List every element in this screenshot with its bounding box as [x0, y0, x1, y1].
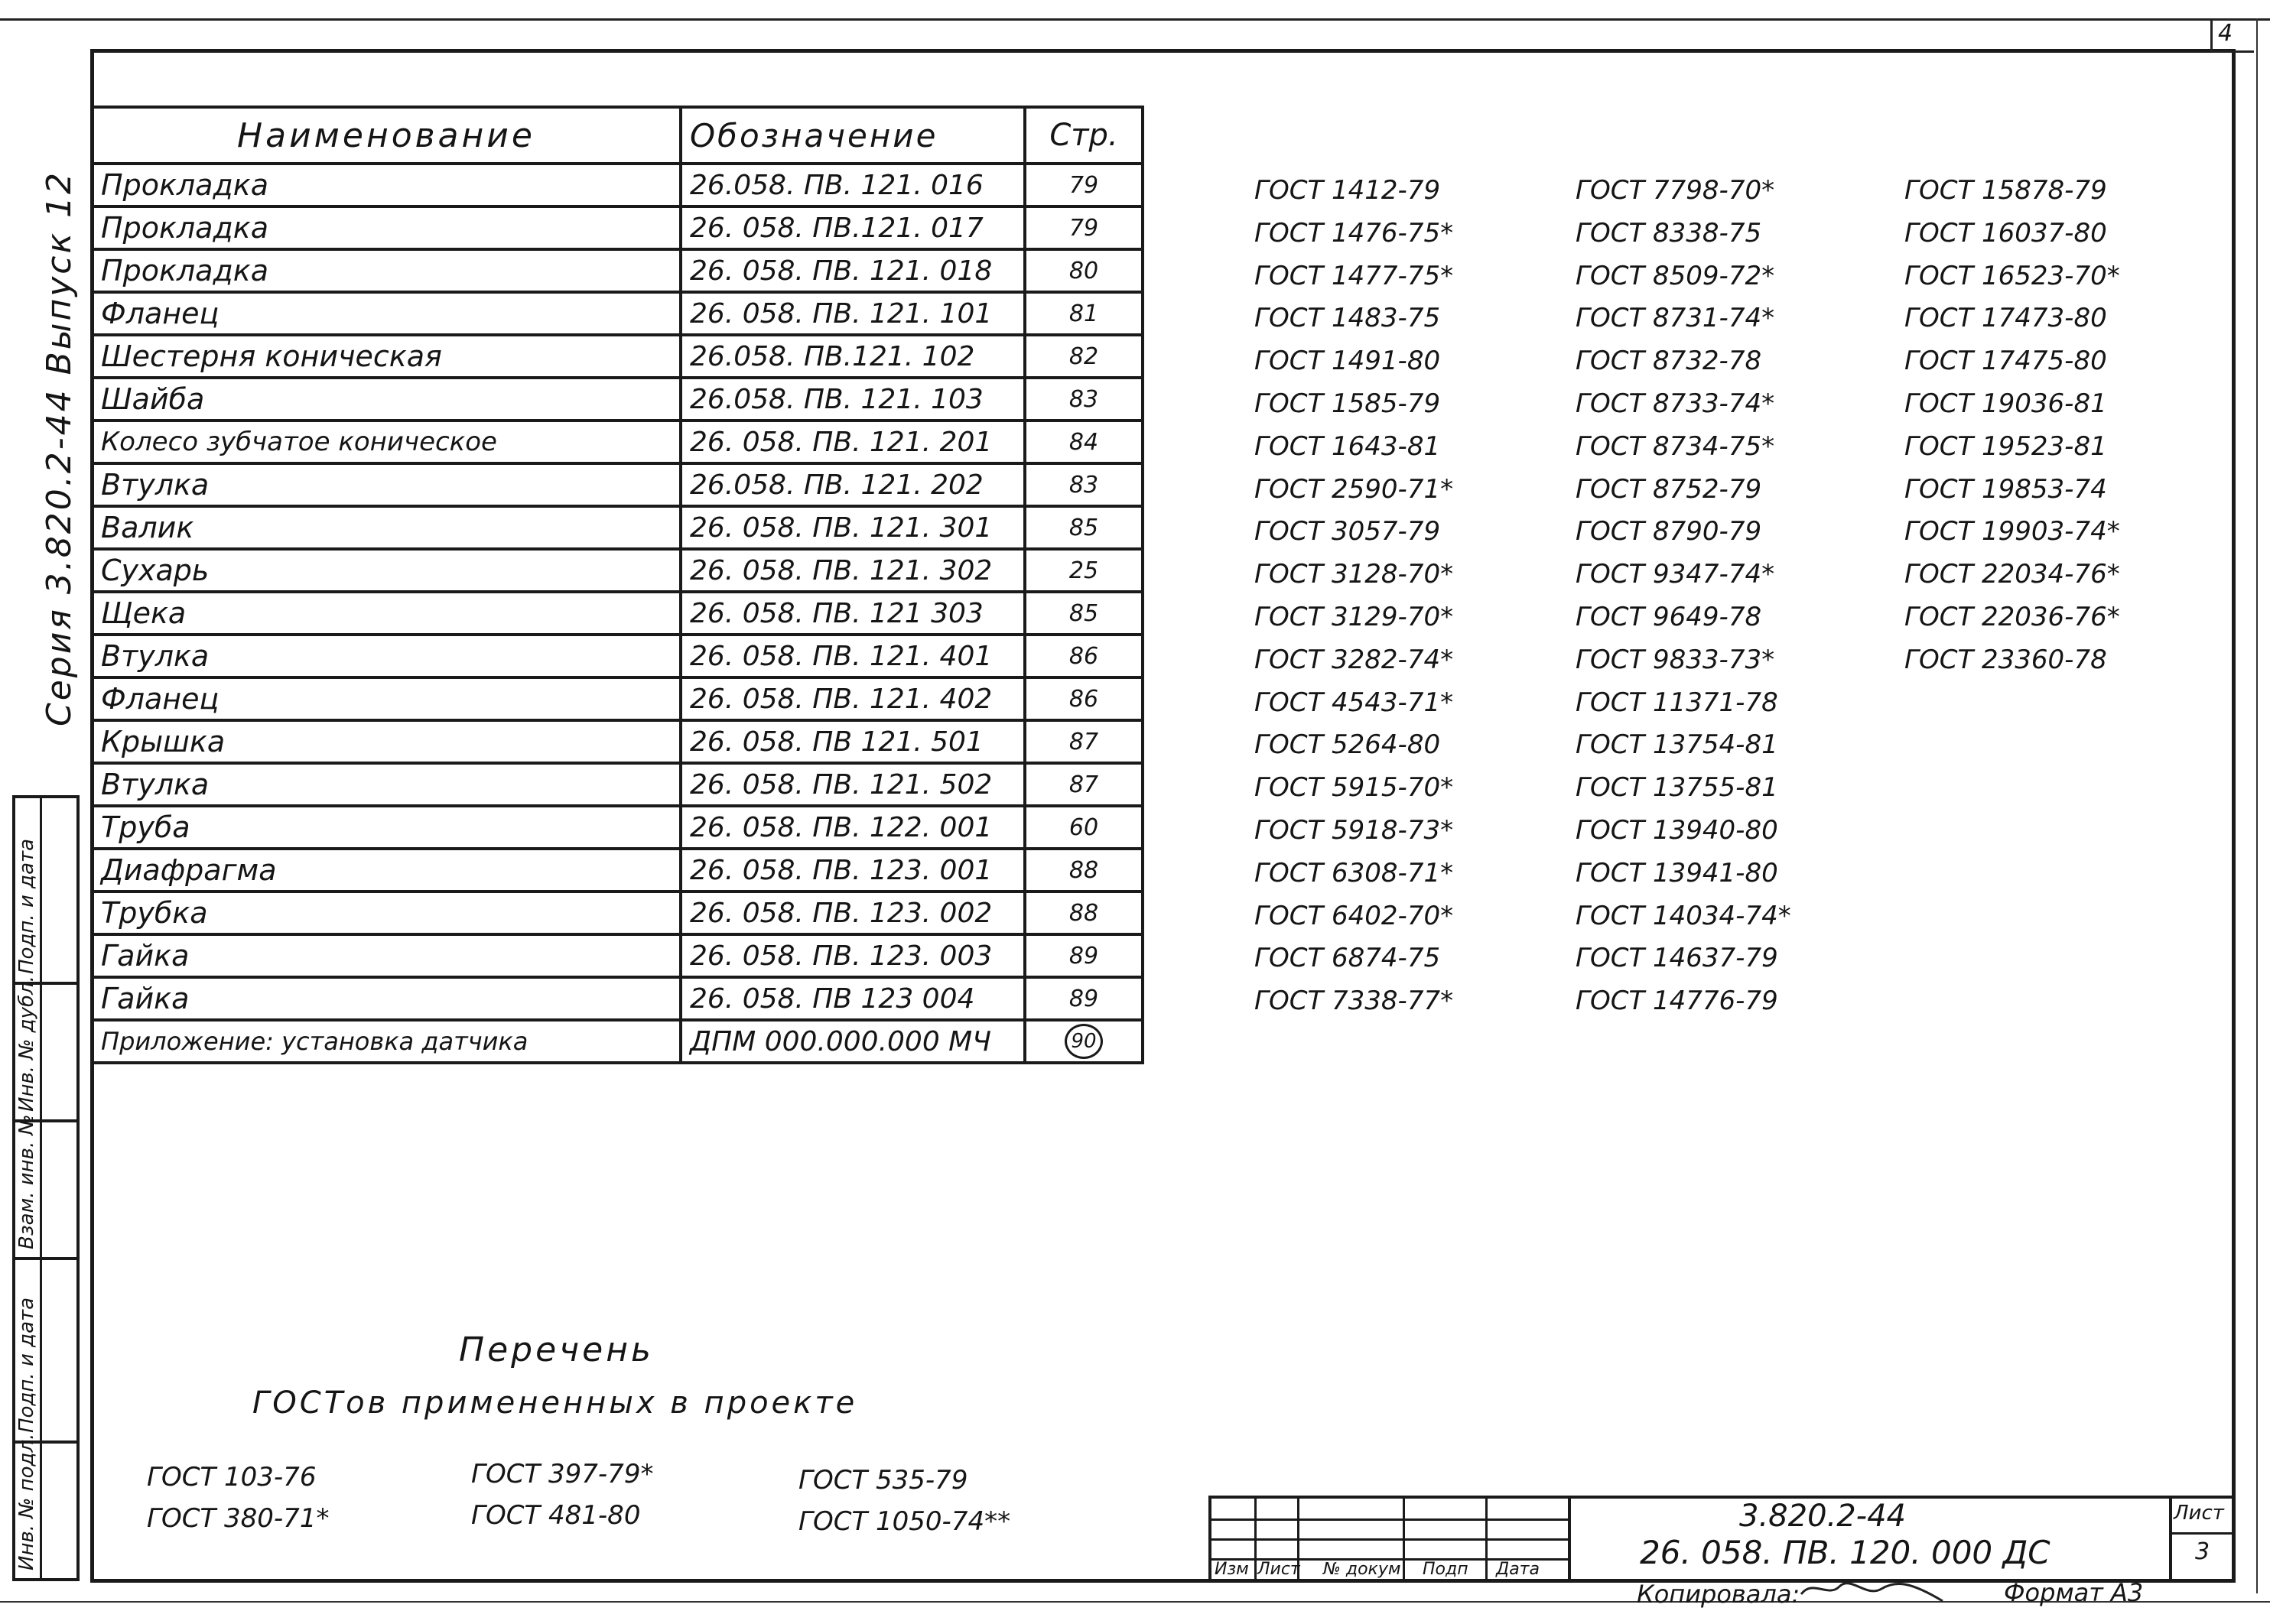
stamp-line — [2169, 1499, 2172, 1581]
row-designation: 26. 058. ПВ. 121. 401 — [681, 635, 1025, 677]
row-designation: 26. 058. ПВ. 123. 001 — [681, 849, 1025, 892]
row-designation: 26. 058. ПВ. 123. 003 — [681, 934, 1025, 977]
gost-item: ГОСТ 5264-80 — [1254, 729, 1441, 761]
row-page: 60 — [1025, 806, 1143, 849]
gost-item: ГОСТ 14776-79 — [1576, 986, 1778, 1017]
row-page: 25 — [1025, 549, 1143, 592]
table-row — [92, 892, 1143, 934]
gost-item: ГОСТ 6308-71* — [1254, 857, 1454, 888]
gost-item: ГОСТ 8509-72* — [1576, 260, 1775, 291]
row-name: Валик — [92, 506, 681, 549]
gost-item: ГОСТ 8790-79 — [1576, 516, 1762, 547]
row-page: 85 — [1025, 506, 1143, 549]
gost-item: ГОСТ 1643-81 — [1254, 430, 1441, 462]
stamp-code-top: 3.820.2-44 — [1739, 1499, 1907, 1534]
row-page: 83 — [1025, 463, 1143, 506]
perechen-title: Перечень — [459, 1330, 654, 1369]
gost-item: ГОСТ 13755-81 — [1576, 772, 1778, 804]
gost-item: ГОСТ 22036-76* — [1904, 601, 2120, 632]
row-name: Прокладка — [92, 249, 681, 292]
row-page: 81 — [1025, 292, 1143, 335]
gost-column-3 — [1904, 170, 2120, 682]
row-page: 87 — [1025, 763, 1143, 806]
strip-label-vzam-inv: Взам. инв. № — [15, 1114, 38, 1249]
parts-table — [90, 106, 1144, 1064]
row-designation: 26. 058. ПВ. 121 303 — [681, 592, 1025, 635]
row-designation: 26. 058. ПВ. 121. 402 — [681, 677, 1025, 720]
gost-item: ГОСТ 1491-80 — [1254, 346, 1441, 377]
table-row — [92, 463, 1143, 506]
gost-item: ГОСТ 1476-75* — [1254, 217, 1454, 248]
row-designation: 26. 058. ПВ. 121. 502 — [681, 763, 1025, 806]
strip-line — [15, 1257, 76, 1260]
stamp-line — [1568, 1499, 1571, 1581]
perechen-item: ГОСТ 103-76 — [147, 1462, 317, 1492]
gost-item: ГОСТ 9347-74* — [1576, 559, 1775, 590]
gost-item: ГОСТ 6402-70* — [1254, 900, 1454, 931]
row-designation: 26. 058. ПВ. 121. 301 — [681, 506, 1025, 549]
row-designation: 26. 058. ПВ.121. 017 — [681, 206, 1025, 249]
signature-icon — [1797, 1575, 1950, 1606]
outer-border-top — [0, 18, 2270, 21]
table-header-row — [92, 107, 1143, 164]
row-page: 87 — [1025, 720, 1143, 763]
row-page: 86 — [1025, 635, 1143, 677]
gost-item: ГОСТ 8338-75 — [1576, 217, 1762, 248]
row-page: 88 — [1025, 892, 1143, 934]
stamp-line — [1403, 1499, 1405, 1581]
table-row — [92, 592, 1143, 635]
stamp-line — [1211, 1518, 1568, 1521]
outer-border-right — [2256, 18, 2258, 1593]
stamp-line — [1485, 1499, 1488, 1581]
row-name: Труба — [92, 806, 681, 849]
row-designation: 26.058. ПВ. 121. 103 — [681, 378, 1025, 421]
gost-item: ГОСТ 8731-74* — [1576, 303, 1775, 334]
row-page: 85 — [1025, 592, 1143, 635]
gost-item: ГОСТ 13940-80 — [1576, 814, 1778, 846]
gost-item: ГОСТ 11371-78 — [1576, 687, 1778, 718]
row-page: 86 — [1025, 677, 1143, 720]
format-label: Формат А3 — [2004, 1578, 2144, 1607]
row-designation: 26. 058. ПВ. 121. 201 — [681, 421, 1025, 463]
gost-item: ГОСТ 19523-81 — [1904, 430, 2107, 462]
row-name: Гайка — [92, 977, 681, 1020]
gost-item: ГОСТ 9649-78 — [1576, 601, 1762, 632]
gost-item: ГОСТ 17473-80 — [1904, 303, 2107, 334]
row-page: 79 — [1025, 164, 1143, 206]
table-row — [92, 206, 1143, 249]
row-designation: 26. 058. ПВ. 121. 018 — [681, 249, 1025, 292]
row-name: Втулка — [92, 635, 681, 677]
row-designation: 26.058. ПВ.121. 102 — [681, 335, 1025, 378]
row-page: 83 — [1025, 378, 1143, 421]
gost-item: ГОСТ 3282-74* — [1254, 644, 1454, 675]
gost-item: ГОСТ 14034-74* — [1576, 900, 1791, 931]
row-name: Фланец — [92, 677, 681, 720]
title-block-stamp — [1208, 1496, 2235, 1581]
gost-item: ГОСТ 6874-75 — [1254, 943, 1441, 974]
stamp-label-date: Дата — [1496, 1560, 1540, 1579]
row-designation: 26. 058. ПВ. 121. 101 — [681, 292, 1025, 335]
table-row — [92, 977, 1143, 1020]
left-stamp-strip — [12, 795, 80, 1581]
gost-item: ГОСТ 8733-74* — [1576, 388, 1775, 419]
row-designation: 26. 058. ПВ 123 004 — [681, 977, 1025, 1020]
gost-item: ГОСТ 5918-73* — [1254, 814, 1454, 846]
table-row — [92, 635, 1143, 677]
gost-item: ГОСТ 16523-70* — [1904, 260, 2120, 291]
row-page: 89 — [1025, 977, 1143, 1020]
row-name: Прокладка — [92, 206, 681, 249]
table-row — [92, 934, 1143, 977]
table-row — [92, 763, 1143, 806]
stamp-code-bottom: 26. 058. ПВ. 120. 000 ДС — [1640, 1534, 2050, 1571]
row-designation: ДПМ 000.000.000 МЧ — [681, 1020, 1025, 1063]
stamp-label-izm: Изм — [1215, 1560, 1249, 1579]
gost-item: ГОСТ 1477-75* — [1254, 260, 1454, 291]
row-name: Сухарь — [92, 549, 681, 592]
copied-by-label: Копировала: — [1637, 1580, 1800, 1609]
gost-item: ГОСТ 13941-80 — [1576, 857, 1778, 888]
gost-item: ГОСТ 23360-78 — [1904, 644, 2107, 675]
row-name: Фланец — [92, 292, 681, 335]
perechen-subtitle: ГОСТов примененных в проекте — [252, 1385, 858, 1421]
row-name: Прокладка — [92, 164, 681, 206]
row-page: 80 — [1025, 249, 1143, 292]
gost-column-2 — [1576, 170, 1791, 1023]
perechen-item: ГОСТ 535-79 — [798, 1465, 968, 1496]
table-row — [92, 720, 1143, 763]
gost-item: ГОСТ 19036-81 — [1904, 388, 2107, 419]
row-name: Щека — [92, 592, 681, 635]
series-label: Серия 3.820.2-44 Выпуск 12 — [40, 170, 79, 726]
gost-item: ГОСТ 16037-80 — [1904, 217, 2107, 248]
table-row — [92, 378, 1143, 421]
row-page-cell — [1025, 1020, 1143, 1063]
row-page: 79 — [1025, 206, 1143, 249]
gost-item: ГОСТ 4543-71* — [1254, 687, 1454, 718]
row-name: Крышка — [92, 720, 681, 763]
row-designation: 26. 058. ПВ. 122. 001 — [681, 806, 1025, 849]
row-designation: 26. 058. ПВ 121. 501 — [681, 720, 1025, 763]
gost-item: ГОСТ 22034-76* — [1904, 559, 2120, 590]
table-row — [92, 806, 1143, 849]
gost-item: ГОСТ 13754-81 — [1576, 729, 1778, 761]
stamp-sheet-label: Лист — [2174, 1502, 2224, 1525]
gost-item: ГОСТ 15878-79 — [1904, 175, 2107, 206]
gost-item: ГОСТ 5915-70* — [1254, 772, 1454, 804]
strip-label-sign-date-1: Подп. и дата — [15, 838, 38, 974]
row-page: 89 — [1025, 934, 1143, 977]
gost-item: ГОСТ 3128-70* — [1254, 559, 1454, 590]
row-name: Гайка — [92, 934, 681, 977]
gost-item: ГОСТ 7338-77* — [1254, 986, 1454, 1017]
header-name: Наименование — [92, 107, 681, 164]
gost-item: ГОСТ 8734-75* — [1576, 430, 1775, 462]
stamp-label-sign: Подп — [1423, 1560, 1468, 1579]
gost-item: ГОСТ 14637-79 — [1576, 943, 1778, 974]
table-row — [92, 292, 1143, 335]
stamp-line — [2169, 1532, 2235, 1535]
row-page: 84 — [1025, 421, 1143, 463]
gost-item: ГОСТ 17475-80 — [1904, 346, 2107, 377]
row-page: 88 — [1025, 849, 1143, 892]
row-designation: 26. 058. ПВ. 121. 302 — [681, 549, 1025, 592]
row-designation: 26.058. ПВ. 121. 016 — [681, 164, 1025, 206]
stamp-line — [1211, 1538, 1568, 1541]
table-row — [92, 549, 1143, 592]
gost-item: ГОСТ 7798-70* — [1576, 175, 1775, 206]
perechen-item: ГОСТ 397-79* — [471, 1459, 654, 1489]
row-designation: 26. 058. ПВ. 123. 002 — [681, 892, 1025, 934]
strip-label-inv-podl: Инв. № подл. — [15, 1433, 38, 1570]
sheet-number: 4 — [2218, 20, 2233, 47]
perechen-item: ГОСТ 1050-74** — [798, 1506, 1011, 1537]
gost-item: ГОСТ 1585-79 — [1254, 388, 1441, 419]
row-name: Втулка — [92, 463, 681, 506]
gost-item: ГОСТ 8732-78 — [1576, 346, 1762, 377]
strip-label-inv-dubl: Инв. № дубл. — [15, 976, 38, 1112]
table-row — [92, 249, 1143, 292]
gost-column-1 — [1254, 170, 1453, 1023]
gost-item: ГОСТ 3057-79 — [1254, 516, 1441, 547]
perechen-item: ГОСТ 380-71* — [147, 1503, 330, 1534]
stamp-label-doc: № докум — [1323, 1560, 1401, 1579]
gost-item: ГОСТ 19853-74 — [1904, 473, 2107, 505]
table-row — [92, 164, 1143, 206]
table-row — [92, 677, 1143, 720]
strip-divider — [40, 798, 42, 1578]
row-name: Трубка — [92, 892, 681, 934]
header-designation: Обозначение — [681, 107, 1025, 164]
perechen-item: ГОСТ 481-80 — [471, 1500, 641, 1531]
gost-item: ГОСТ 2590-71* — [1254, 473, 1454, 505]
strip-label-sign-date-2: Подп. и дата — [15, 1297, 38, 1433]
table-row — [92, 506, 1143, 549]
gost-item: ГОСТ 9833-73* — [1576, 644, 1775, 675]
table-row — [92, 421, 1143, 463]
row-name: Шестерня коническая — [92, 335, 681, 378]
row-name: Шайба — [92, 378, 681, 421]
row-name: Приложение: установка датчика — [92, 1020, 681, 1063]
stamp-sheet-value: 3 — [2195, 1538, 2210, 1565]
gost-item: ГОСТ 3129-70* — [1254, 601, 1454, 632]
header-page: Стр. — [1025, 107, 1143, 164]
row-page-circled: 90 — [1065, 1024, 1103, 1059]
stamp-label-list: Лист — [1257, 1560, 1300, 1579]
row-designation: 26.058. ПВ. 121. 202 — [681, 463, 1025, 506]
gost-item: ГОСТ 8752-79 — [1576, 473, 1762, 505]
gost-item: ГОСТ 19903-74* — [1904, 516, 2120, 547]
stamp-line — [1254, 1499, 1257, 1581]
gost-item: ГОСТ 1483-75 — [1254, 303, 1441, 334]
table-row — [92, 335, 1143, 378]
gost-item: ГОСТ 1412-79 — [1254, 175, 1441, 206]
table-row — [92, 1020, 1143, 1063]
row-page: 82 — [1025, 335, 1143, 378]
row-name: Диафрагма — [92, 849, 681, 892]
table-row — [92, 849, 1143, 892]
row-name: Втулка — [92, 763, 681, 806]
row-name: Колесо зубчатое коническое — [92, 421, 681, 463]
